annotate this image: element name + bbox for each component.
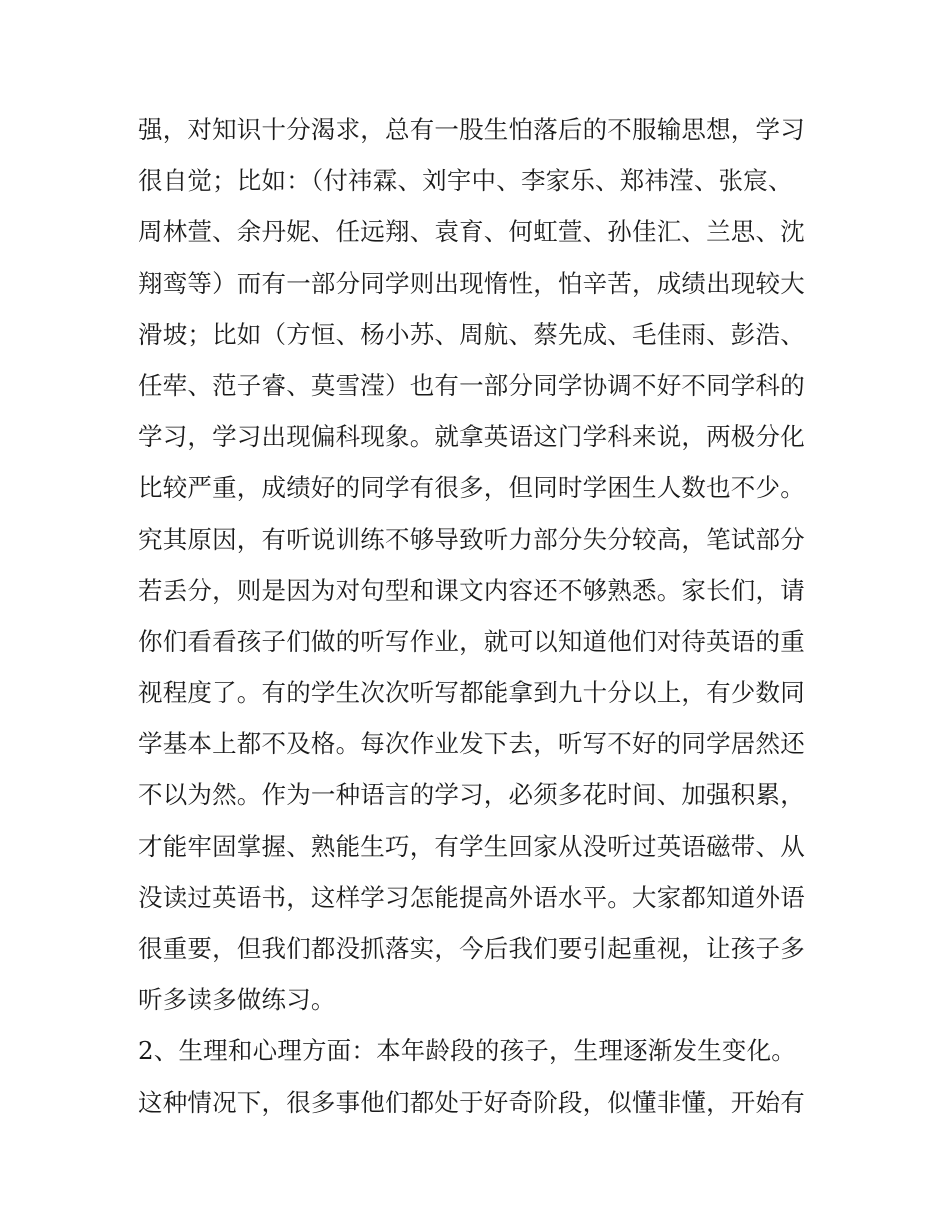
text-line: 视程度了。有的学生次次听写都能拿到九十分以上，有少数同: [138, 678, 805, 708]
text-line: 周林萱、余丹妮、任远翔、袁育、何虹萱、孙佳汇、兰思、沈: [138, 217, 805, 247]
text-line: 翔鸾等）而有一部分同学则出现惰性，怕辛苦，成绩出现较大: [138, 268, 805, 298]
text-line: 比较严重，成绩好的同学有很多，但同时学困生人数也不少。: [138, 473, 805, 503]
text-line: 强，对知识十分渴求，总有一股生怕落后的不服输思想，学习: [138, 115, 805, 144]
body-text: [138, 108, 818, 1132]
text-line: 学习，学习出现偏科现象。就拿英语这门学科来说，两极分化: [138, 422, 805, 452]
text-line: 很重要，但我们都没抓落实，今后我们要引起重视，让孩子多: [138, 934, 805, 963]
text-line: 2、生理和心理方面：本年龄段的孩子，生理逐渐发生变化。: [138, 1036, 796, 1066]
text-line: 究其原因，有听说训练不够导致听力部分失分较高，笔试部分: [138, 524, 805, 554]
text-line: 滑坡；比如（方恒、杨小苏、周航、蔡先成、毛佳雨、彭浩、: [138, 319, 805, 349]
text-line: 学基本上都不及格。每次作业发下去，听写不好的同学居然还: [138, 729, 805, 759]
text-line: 不以为然。作为一种语言的学习，必须多花时间、加强积累，: [138, 780, 805, 810]
text-line: 很自觉；比如：（付祎霖、刘宇中、李家乐、郑祎滢、张宸、: [138, 166, 793, 196]
text-line: 这种情况下，很多事他们都处于好奇阶段，似懂非懂，开始有: [138, 1087, 805, 1117]
text-line: 没读过英语书，这样学习怎能提高外语水平。大家都知道外语: [138, 882, 805, 912]
text-line: 若丢分，则是因为对句型和课文内容还不够熟悉。家长们，请: [138, 575, 805, 605]
text-line: 你们看看孩子们做的听写作业，就可以知道他们对待英语的重: [138, 626, 805, 656]
text-line: 听多读多做练习。: [138, 985, 336, 1015]
text-line: 才能牢固掌握、熟能生巧，有学生回家从没听过英语磁带、从: [138, 831, 805, 861]
text-line: 任荦、范子睿、莫雪滢）也有一部分同学协调不好不同学科的: [138, 370, 805, 400]
